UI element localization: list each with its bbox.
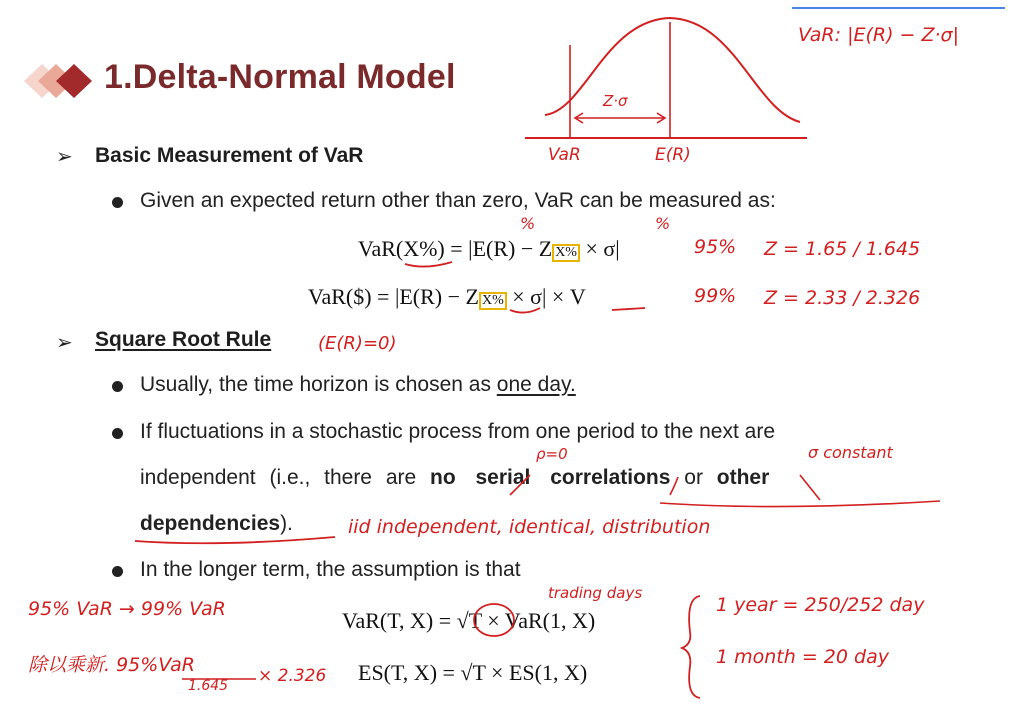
bullet-dot-icon xyxy=(112,197,123,208)
formula-var-pct: VaR(X%) = |E(R) − Z X% × σ| xyxy=(358,236,620,261)
section1-heading: Basic Measurement of VaR xyxy=(95,144,364,167)
bullet-dot-icon xyxy=(112,566,123,577)
formula-var-dollar: VaR($) = |E(R) − Z X% × σ| × V xyxy=(308,284,586,309)
formula-var-sqrt: VaR(T, X) = √T × VaR(1, X) xyxy=(342,608,596,633)
title-diamond-icon xyxy=(22,58,102,104)
month-note: 1 month = 20 day xyxy=(716,646,889,668)
er-zero-note: (E(R)=0) xyxy=(318,333,397,354)
section2-bullet2-line3: dependencies). xyxy=(140,512,293,535)
left-note-den: 1.645 xyxy=(188,678,229,694)
curve-var-label: VaR xyxy=(548,145,581,165)
var-formula-note: VaR: |E(R) − Z·σ| xyxy=(798,24,959,46)
bullet-dot-icon xyxy=(112,381,123,392)
rho-zero-note: ρ=0 xyxy=(536,445,568,463)
formula-es-sqrt: ES(T, X) = √T × ES(1, X) xyxy=(358,660,588,685)
curve-zsigma-label: Z·σ xyxy=(603,92,628,110)
pct-over-sigma: % xyxy=(655,214,671,233)
section1-bullet1: Given an expected return other than zero, VaR can be measured as: xyxy=(140,189,776,212)
page-title: 1.Delta-Normal Model xyxy=(104,58,456,96)
formula-underline-marks xyxy=(400,258,660,318)
year-note: 1 year = 250/252 day xyxy=(716,594,925,616)
top-right-underline xyxy=(790,0,1010,20)
p99-note: 99% xyxy=(694,285,737,307)
sqrt-circle-mark xyxy=(470,600,520,640)
section-arrow-icon: ➢ xyxy=(56,146,73,168)
left-note-1: 95% VaR → 99% VaR xyxy=(28,598,226,620)
brace-mark xyxy=(680,592,710,702)
bullet-dot-icon xyxy=(112,428,123,439)
z95-note: Z = 1.65 / 1.645 xyxy=(764,238,921,260)
left-note-mult: × 2.326 xyxy=(258,666,327,686)
section2-heading: Square Root Rule xyxy=(95,328,272,351)
bell-curve-diagram xyxy=(525,10,815,160)
curve-er-label: E(R) xyxy=(655,145,691,165)
p95-note: 95% xyxy=(694,236,737,258)
section2-bullet1: Usually, the time horizon is chosen as one day. xyxy=(140,373,576,396)
section-arrow-icon: ➢ xyxy=(56,332,73,354)
z99-note: Z = 2.33 / 2.326 xyxy=(764,287,921,309)
trading-days-note: trading days xyxy=(548,584,643,602)
iid-note: iid independent, identical, distribution xyxy=(348,516,711,538)
fraction-line xyxy=(180,676,260,682)
section2-bullet2-line1: If fluctuations in a stochastic process from one period to the next are xyxy=(140,420,776,443)
section2-bullet3: In the longer term, the assumption is that xyxy=(140,558,521,581)
pct-over-r: % xyxy=(520,214,536,233)
left-note-2: 除以乘新. 95%VaR xyxy=(28,654,195,676)
section2-bullet2-line2: independent (i.e., there are no serial correlations or other xyxy=(140,466,770,489)
sigma-constant-note: σ constant xyxy=(808,443,893,462)
